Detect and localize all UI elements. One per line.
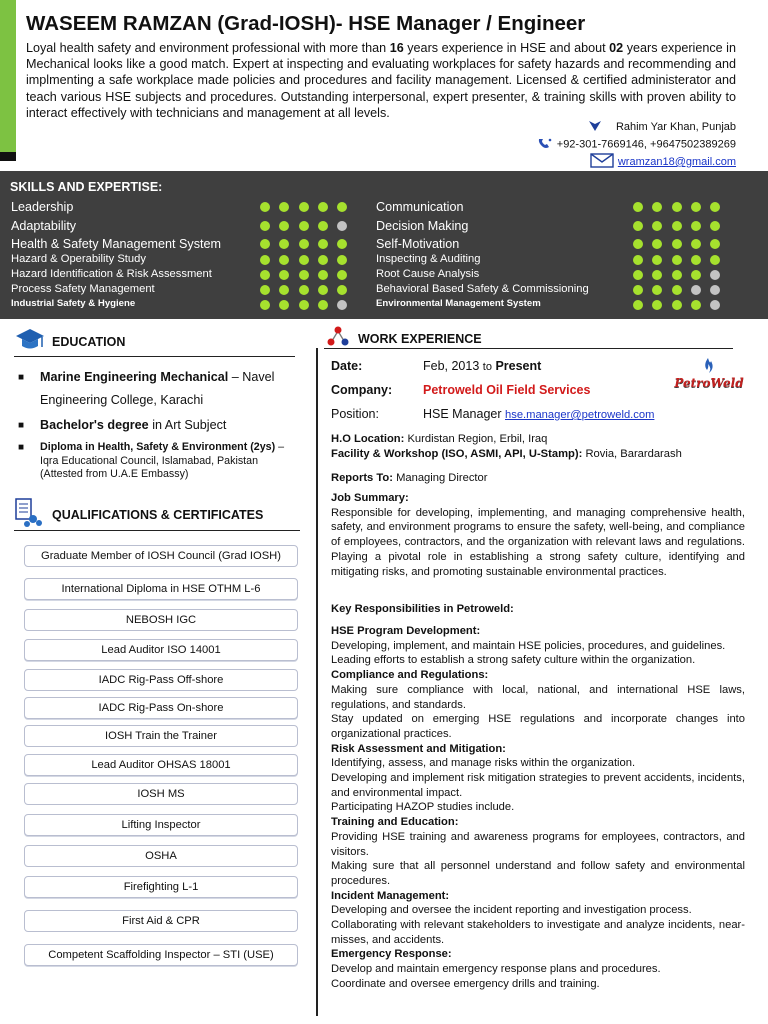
company-name: Petroweld Oil Field Services (423, 383, 591, 397)
skill-rating (633, 221, 729, 231)
rating-dot-empty (710, 285, 720, 295)
education-item: ■ Bachelor's degree in Art Subject (18, 418, 227, 432)
education-heading: EDUCATION (52, 334, 126, 349)
rating-dot-filled (279, 255, 289, 265)
responsibility-line: Making sure that all personnel understand and follow safety and environmental procedures. (331, 860, 745, 887)
rating-dot-filled (337, 239, 347, 249)
education-list (18, 366, 303, 482)
certificate-item: Competent Scaffolding Inspector – STI (USE) (24, 944, 298, 966)
rating-dot-empty (710, 270, 720, 280)
rating-dot-filled (299, 255, 309, 265)
job-summary (331, 491, 745, 579)
skill-rating (633, 202, 729, 212)
rating-dot-filled (633, 285, 643, 295)
rating-dot-filled (672, 270, 682, 280)
education-item: ■ Diploma in Health, Safety & Environment (2ys) – Iqra Educational Council, Islamabad, Pakistan (Attested from U.A.E Embassy) (18, 441, 285, 480)
rating-dot-filled (633, 255, 643, 265)
rating-dot-filled (279, 239, 289, 249)
rating-dot-filled (260, 300, 270, 310)
rating-dot-filled (337, 202, 347, 212)
rating-dot-filled (691, 270, 701, 280)
rating-dot-filled (299, 221, 309, 231)
location-text: Rahim Yar Khan, Punjab (615, 121, 736, 134)
rating-dot-filled (652, 202, 662, 212)
responsibility-heading: Risk Assessment and Mitigation: (331, 742, 506, 755)
responsibility-line: Leading efforts to establish a strong safety culture within the organization. (331, 654, 696, 667)
petroweld-logo (672, 356, 746, 396)
rating-dot-empty (337, 300, 347, 310)
qualifications-header (14, 497, 263, 532)
skill-label: Hazard & Operability Study (11, 253, 146, 265)
rating-dot-filled (691, 255, 701, 265)
rating-dot-filled (279, 202, 289, 212)
responsibility-line: Developing, implement, and maintain HSE policies, procedures, and guidelines. (331, 639, 726, 652)
rating-dot-filled (299, 285, 309, 295)
key-responsibilities-label: Key Responsibilities in Petroweld: (331, 603, 514, 615)
rating-dot-filled (633, 239, 643, 249)
qualifications-divider (14, 530, 300, 531)
position-email-link[interactable]: hse.manager@petroweld.com (505, 409, 655, 421)
date-value: Feb, 2013 to Present (423, 359, 542, 373)
responsibility-line: Coordinate and oversee emergency drills and training. (331, 977, 600, 990)
rating-dot-filled (672, 300, 682, 310)
profile-summary: Loyal health safety and environment professional with more than 16 years experience in HSE and about 02 years experience in Mechanical looks like a good match. Expert at inspecting and evaluating workplaces for safety hazards and recommending and implmenting a safe workplace made policies and procedures and facility management. Licensed & certified administerator and teach various HSE subjects and procedures. Outstanding interpersonal, expert presenter, & training skills with proven ability to interact effectively with technicians and management at all levels. (26, 41, 736, 120)
certificate-item: Graduate Member of IOSH Council (Grad IOSH) (24, 545, 298, 567)
graduation-cap-icon (14, 327, 46, 356)
skills-heading: SKILLS AND EXPERTISE: (10, 180, 163, 194)
phones-text: +92-301-7669146, +9647502389269 (556, 138, 736, 151)
skill-rating (633, 239, 729, 249)
work-divider (324, 348, 733, 349)
rating-dot-filled (672, 221, 682, 231)
responsibilities-list (331, 624, 745, 992)
rating-dot-filled (318, 300, 328, 310)
rating-dot-filled (318, 285, 328, 295)
skill-rating (260, 270, 356, 280)
rating-dot-filled (299, 270, 309, 280)
rating-dot-filled (337, 255, 347, 265)
rating-dot-filled (260, 270, 270, 280)
rating-dot-filled (279, 221, 289, 231)
rating-dot-filled (710, 202, 720, 212)
email-link[interactable]: wramzan18@gmail.com (617, 155, 736, 168)
logo-text: PetroWeld (674, 376, 744, 390)
rating-dot-empty (691, 285, 701, 295)
rating-dot-empty (710, 300, 720, 310)
rating-dot-filled (633, 300, 643, 310)
location-details (331, 432, 745, 461)
reports-to: Reports To: Managing Director (331, 472, 488, 484)
responsibility-heading: Emergency Response: (331, 948, 452, 961)
rating-dot-filled (318, 221, 328, 231)
responsibility-line: Providing HSE training and awareness programs for employees, contractors, and visitors. (331, 830, 745, 858)
skill-label: Adaptability (11, 219, 77, 233)
responsibility-line: Identifying, assess, and manage risks within the organization. (331, 757, 636, 770)
certificate-item: IOSH MS (24, 783, 298, 805)
rating-dot-filled (279, 270, 289, 280)
facility-location: Facility & Workshop (ISO, ASMI, API, U-Stamp): Rovia, Barardarash (331, 447, 682, 460)
responsibility-line: Making sure compliance with local, national, and international HSE laws, regulations, and standards. (331, 683, 745, 711)
skill-label: Root Cause Analysis (376, 268, 480, 280)
position-label: Position: (331, 407, 379, 421)
certificate-item: IADC Rig-Pass On-shore (24, 697, 298, 719)
skill-rating (633, 255, 729, 265)
certificate-item: OSHA (24, 845, 298, 867)
job-summary-label: Job Summary: (331, 492, 409, 504)
certificate-item: First Aid & CPR (24, 910, 298, 932)
position-value: HSE Manager hse.manager@petroweld.com (423, 407, 655, 421)
rating-dot-filled (652, 255, 662, 265)
certificate-item: Lifting Inspector (24, 814, 298, 836)
rating-dot-filled (633, 221, 643, 231)
rating-dot-filled (633, 270, 643, 280)
rating-dot-filled (652, 221, 662, 231)
education-item: ■ Marine Engineering Mechanical – Navel Engineering College, Karachi (18, 370, 275, 407)
rating-dot-filled (691, 221, 701, 231)
skill-label: Leadership (11, 200, 74, 214)
skill-rating (260, 300, 356, 310)
rating-dot-filled (691, 300, 701, 310)
rating-dot-empty (337, 221, 347, 231)
responsibility-line: Develop and maintain emergency response plans and procedures. (331, 963, 661, 976)
rating-dot-filled (710, 239, 720, 249)
skill-label: Hazard Identification & Risk Assessment (11, 268, 212, 280)
rating-dot-filled (318, 239, 328, 249)
date-label: Date: (331, 359, 363, 373)
certificate-item: NEBOSH IGC (24, 609, 298, 631)
certificate-item: IOSH Train the Trainer (24, 725, 298, 747)
rating-dot-filled (652, 300, 662, 310)
education-header (14, 327, 125, 356)
certificate-item: Lead Auditor ISO 14001 (24, 639, 298, 661)
column-divider (316, 348, 318, 1016)
responsibility-heading: Compliance and Regulations: (331, 669, 489, 682)
certificate-item: Lead Auditor OHSAS 18001 (24, 754, 298, 776)
rating-dot-filled (652, 270, 662, 280)
responsibility-heading: Incident Management: (331, 889, 450, 902)
rating-dot-filled (299, 202, 309, 212)
contact-location (588, 120, 736, 135)
accent-tab (0, 152, 16, 161)
certificate-item: International Diploma in HSE OTHM L-6 (24, 578, 298, 600)
envelope-icon (590, 153, 614, 171)
rating-dot-filled (691, 202, 701, 212)
rating-dot-filled (299, 300, 309, 310)
skill-label: Decision Making (376, 219, 469, 233)
ho-location: H.O Location: Kurdistan Region, Erbil, Iraq (331, 433, 548, 445)
work-experience-heading: WORK EXPERIENCE (358, 331, 482, 346)
skill-rating (260, 221, 356, 231)
rating-dot-filled (691, 239, 701, 249)
skill-rating (633, 300, 729, 310)
rating-dot-filled (633, 202, 643, 212)
rating-dot-filled (652, 285, 662, 295)
skill-label: Communication (376, 200, 464, 214)
rating-dot-filled (672, 239, 682, 249)
rating-dot-filled (260, 239, 270, 249)
responsibility-line: Collaborating with relevant stakeholders to investigate and analyze incidents, near-misses, and accidents. (331, 919, 745, 946)
contact-email (590, 153, 736, 171)
rating-dot-filled (672, 202, 682, 212)
responsibility-line: Developing and oversee the incident reporting and investigation process. (331, 904, 692, 917)
certificate-icon (14, 497, 46, 532)
skills-panel (0, 171, 768, 319)
rating-dot-filled (672, 285, 682, 295)
rating-dot-filled (318, 202, 328, 212)
skill-rating (633, 270, 729, 280)
rating-dot-filled (337, 270, 347, 280)
accent-bar (0, 0, 16, 152)
skill-rating (260, 239, 356, 249)
rating-dot-filled (318, 255, 328, 265)
skill-label: Industrial Safety & Hygiene (11, 298, 136, 309)
responsibility-heading: Training and Education: (331, 816, 459, 829)
rating-dot-filled (710, 221, 720, 231)
skill-rating (633, 285, 729, 295)
rating-dot-filled (710, 255, 720, 265)
phone-icon (537, 137, 553, 152)
rating-dot-filled (652, 239, 662, 249)
responsibility-heading: HSE Program Development: (331, 625, 481, 637)
rating-dot-filled (279, 285, 289, 295)
skill-label: Process Safety Management (11, 283, 155, 295)
skill-rating (260, 202, 356, 212)
rating-dot-filled (260, 202, 270, 212)
company-label: Company: (331, 383, 393, 397)
skill-label: Behavioral Based Safety & Commissioning (376, 283, 589, 295)
rating-dot-filled (260, 255, 270, 265)
rating-dot-filled (260, 221, 270, 231)
rating-dot-filled (672, 255, 682, 265)
qualifications-heading: QUALIFICATIONS & CERTIFICATES (52, 507, 264, 522)
skill-label: Environmental Management System (376, 298, 541, 309)
contact-phones (537, 137, 736, 152)
rating-dot-filled (299, 239, 309, 249)
responsibility-line: Developing and implement risk mitigation strategies to prevent accidents, incidents, and environmental impact. (331, 772, 745, 799)
responsibility-line: Participating HAZOP studies include. (331, 801, 515, 814)
rating-dot-filled (337, 285, 347, 295)
responsibility-line: Stay updated on emerging HSE regulations and incorporate changes into organizational practices. (331, 713, 745, 740)
skill-label: Inspecting & Auditing (376, 253, 481, 265)
rating-dot-filled (260, 285, 270, 295)
certificate-item: Firefighting L-1 (24, 876, 298, 898)
job-summary-text: Responsible for developing, implementing, and managing comprehensive health, safety, and environment programs to ensure the safety, well-being, and compliance of employees, contractors, and the organization with relevant laws and regulations. Playing a pivotal role in establishing a strong safety culture, identifying and mitigating risks, and promoting sustainable environmental practices. (331, 506, 745, 578)
certificate-item: IADC Rig-Pass Off-shore (24, 669, 298, 691)
rating-dot-filled (318, 270, 328, 280)
skill-label: Self-Motivation (376, 237, 460, 251)
skill-label: Health & Safety Management System (11, 237, 221, 251)
rating-dot-filled (279, 300, 289, 310)
resume-title: WASEEM RAMZAN (Grad-IOSH)- HSE Manager / Engineer (26, 12, 586, 35)
location-pin-icon (588, 120, 602, 135)
education-divider (14, 356, 295, 357)
skill-rating (260, 285, 356, 295)
skill-rating (260, 255, 356, 265)
